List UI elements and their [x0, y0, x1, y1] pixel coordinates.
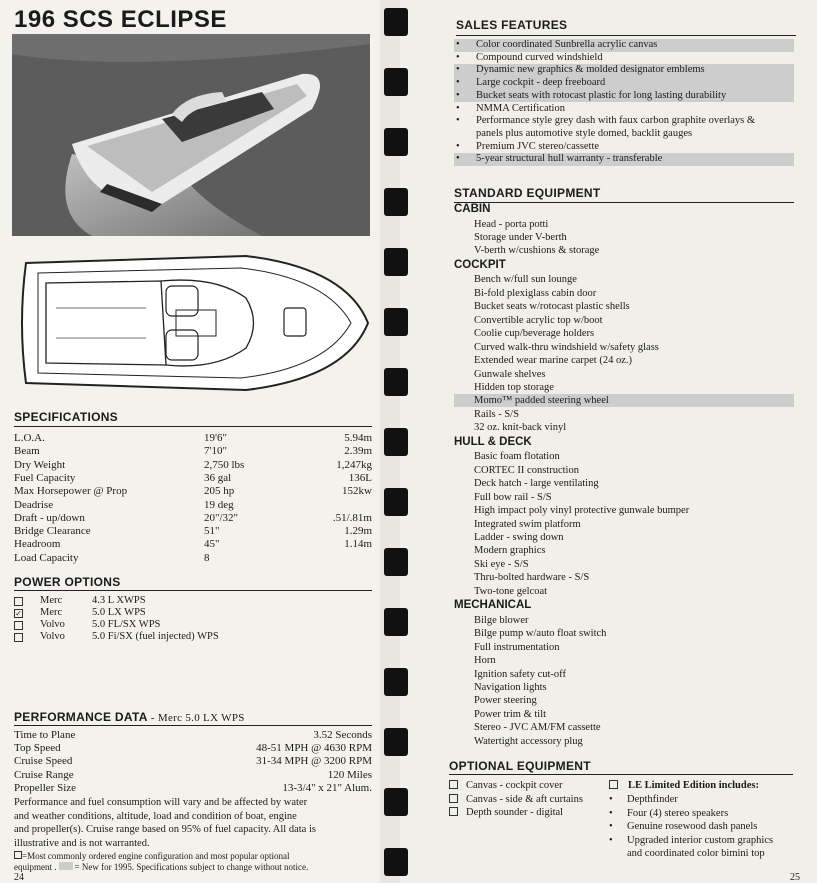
- binding-coil: [384, 188, 408, 216]
- binding-coil: [384, 368, 408, 396]
- sales-feature-item: [454, 141, 794, 154]
- sales-feature-text: Color coordinated Sunbrella acrylic canvas: [476, 39, 658, 50]
- power-option-model: 5.0 Fi/SX (fuel injected) WPS: [92, 631, 219, 642]
- spec-label: Draft - up/down: [14, 511, 85, 524]
- binding-coil: [384, 128, 408, 156]
- performance-value: 120 Miles: [327, 768, 372, 781]
- sales-feature-item: [454, 103, 794, 116]
- binding-coil: [384, 668, 408, 696]
- binding-coil: [384, 428, 408, 456]
- footnote-line-2: [14, 862, 374, 873]
- sales-features-heading: SALES FEATURES: [456, 18, 568, 32]
- equipment-item-cockpit: Hidden top storage: [474, 381, 554, 393]
- binding-coil: [384, 488, 408, 516]
- power-option-make: Merc: [40, 607, 63, 618]
- equipment-item-cabin: Head - porta potti: [474, 218, 549, 230]
- standard-equipment-rule: [454, 202, 794, 203]
- binding-coil: [384, 548, 408, 576]
- spec-label: Dry Weight: [14, 458, 66, 471]
- spec-row: [14, 512, 374, 525]
- equipment-item-cockpit: 32 oz. knit-back vinyl: [474, 422, 567, 434]
- spec-metric: 1.14m: [344, 538, 372, 551]
- empty-box-icon[interactable]: [449, 780, 458, 789]
- equipment-item-cockpit: Rails - S/S: [474, 408, 519, 420]
- equipment-item-cockpit: Curved walk-thru windshield w/safety glass: [474, 341, 659, 353]
- spec-row: [14, 538, 374, 551]
- footnote-text-1: =Most commonly ordered engine configuration and most popular optional: [22, 851, 290, 861]
- performance-value: 13-3/4" x 21" Alum.: [282, 781, 372, 794]
- performance-label: Cruise Range: [14, 768, 74, 781]
- optional-item-text: Canvas - cockpit cover: [466, 780, 563, 791]
- bullet-icon: •: [456, 153, 460, 165]
- spec-row: [14, 472, 374, 485]
- specifications-rule: [14, 426, 372, 427]
- empty-box-icon[interactable]: [14, 621, 23, 630]
- equipment-item-mechanical: Watertight accessory plug: [474, 735, 583, 747]
- optional-item: [449, 806, 609, 819]
- le-item: [609, 847, 765, 860]
- disclaimer-line: and weather conditions, altitude, load and condition of boat, engine: [14, 810, 297, 822]
- performance-row: [14, 742, 374, 755]
- disclaimer-line: Performance and fuel consumption will vary and be affected by water: [14, 797, 308, 808]
- equipment-item-mechanical: Power trim & tilt: [474, 708, 547, 720]
- sales-feature-text: Compound curved windshield: [476, 51, 603, 63]
- bullet-icon: •: [609, 794, 613, 805]
- spec-metric: .51/.81m: [332, 511, 372, 524]
- spec-metric: 2.39m: [344, 445, 372, 458]
- performance-row: [14, 755, 374, 768]
- sales-feature-text: panels plus automotive style domed, backlit gauges: [476, 127, 693, 139]
- spec-label: Headroom: [14, 538, 61, 551]
- spec-imperial: 7'10": [204, 445, 227, 458]
- equipment-item-cockpit: Extended wear marine carpet (24 oz.): [474, 355, 633, 367]
- power-option-row: [14, 595, 374, 607]
- performance-disclaimer: [14, 796, 374, 850]
- le-item: [609, 820, 757, 833]
- equipment-item-cockpit: Bucket seats w/rotocast plastic shells: [474, 301, 630, 313]
- spec-metric: 1.29m: [344, 525, 372, 538]
- performance-heading-suffix: - Merc 5.0 LX WPS: [150, 712, 245, 724]
- sales-feature-item: [454, 115, 794, 128]
- spec-label: Beam: [14, 445, 40, 458]
- sales-feature-item: [454, 77, 794, 90]
- equipment-item-mechanical: Stereo - JVC AM/FM cassette: [474, 722, 601, 734]
- spec-label: Fuel Capacity: [14, 471, 76, 484]
- bullet-icon: •: [456, 102, 460, 114]
- bullet-icon: •: [456, 64, 460, 76]
- empty-box-icon[interactable]: [14, 633, 23, 642]
- checked-box-icon: [14, 851, 22, 859]
- page-title: 196 SCS ECLIPSE: [14, 6, 227, 33]
- performance-row: [14, 729, 374, 742]
- spec-label: Bridge Clearance: [14, 525, 91, 538]
- sales-feature-text: Large cockpit - deep freeboard: [476, 77, 606, 89]
- equipment-item-cockpit: Convertible acrylic top w/boot: [474, 314, 603, 326]
- binding-coil: [384, 308, 408, 336]
- spec-metric: 1,247kg: [336, 458, 372, 471]
- spec-row: [14, 552, 374, 565]
- sales-feature-text: Bucket seats with rotocast plastic for long lasting durability: [476, 89, 727, 101]
- sales-feature-item: [454, 39, 794, 52]
- sales-feature-text: Dynamic new graphics & molded designator emblems: [476, 64, 705, 76]
- equipment-item-hull: Thru-bolted hardware - S/S: [474, 572, 590, 584]
- optional-item: [449, 779, 609, 792]
- le-item-text: and coordinated color bimini top: [627, 848, 765, 859]
- footnote-line-1: [14, 851, 374, 862]
- performance-rule: [14, 725, 372, 726]
- equipment-item-hull: Ladder - swing down: [474, 531, 564, 543]
- binding-coil: [384, 848, 408, 876]
- spec-row: [14, 459, 374, 472]
- binding-coil: [384, 608, 408, 636]
- footnote-text-2a: equipment .: [14, 862, 57, 872]
- boat-top-view-drawing: [16, 248, 371, 398]
- spec-imperial: 2,750 lbs: [204, 458, 245, 471]
- spec-label: Load Capacity: [14, 551, 79, 564]
- page-number-right: 25: [790, 872, 800, 883]
- equipment-item-hull: CORTEC II construction: [474, 464, 579, 476]
- spec-row: [14, 432, 374, 445]
- performance-row: [14, 782, 374, 795]
- category-heading-cabin: CABIN: [454, 203, 491, 215]
- equipment-item-cockpit: Momo™ padded steering wheel: [454, 394, 794, 407]
- disclaimer-line: and propeller(s). Cruise range based on 95% of fuel capacity. All data is: [14, 824, 316, 835]
- equipment-item-hull: Full bow rail - S/S: [474, 491, 552, 503]
- optional-item: [449, 793, 609, 806]
- equipment-item-cockpit: Gunwale shelves: [474, 368, 546, 380]
- empty-box-icon[interactable]: [609, 780, 618, 789]
- equipment-item-hull: Ski eye - S/S: [474, 558, 529, 570]
- bullet-icon: •: [609, 821, 613, 832]
- new-highlight-swatch: [59, 862, 73, 870]
- spec-imperial: 19 deg: [204, 498, 234, 511]
- power-option-make: Volvo: [40, 631, 65, 642]
- spec-imperial: 205 hp: [204, 485, 235, 498]
- power-option-model: 5.0 FL/SX WPS: [92, 619, 161, 630]
- equipment-item-cabin: V-berth w/cushions & storage: [474, 245, 600, 257]
- equipment-item-mechanical: Ignition safety cut-off: [474, 668, 566, 680]
- optional-item-text: Depth sounder - digital: [466, 807, 564, 818]
- equipment-item-mechanical: Power steering: [474, 695, 537, 707]
- equipment-item-hull: Two-tone gelcoat: [474, 585, 548, 597]
- spec-imperial: 45": [204, 538, 220, 551]
- bullet-icon: •: [456, 39, 460, 50]
- sales-feature-text: 5-year structural hull warranty - transferable: [476, 153, 663, 165]
- spec-label: Deadrise: [14, 498, 54, 511]
- power-option-row: [14, 631, 374, 643]
- spec-imperial: 19'6": [204, 432, 227, 444]
- le-item: [609, 793, 678, 806]
- spec-metric: 152kw: [342, 485, 372, 498]
- power-options-heading: POWER OPTIONS: [14, 575, 121, 589]
- binding-coil: [384, 248, 408, 276]
- spec-row: [14, 485, 374, 498]
- performance-value: 3.52 Seconds: [313, 729, 372, 741]
- performance-value: 31-34 MPH @ 3200 RPM: [256, 755, 372, 768]
- le-heading: [609, 779, 759, 792]
- le-item-text: Upgraded interior custom graphics: [627, 834, 774, 846]
- optional-equipment-heading: OPTIONAL EQUIPMENT: [449, 759, 591, 773]
- power-option-make: Volvo: [40, 619, 65, 630]
- performance-row: [14, 769, 374, 782]
- equipment-item-mechanical: Horn: [474, 655, 496, 667]
- binding-coil: [384, 68, 408, 96]
- equipment-item-mechanical: Bilge blower: [474, 614, 529, 626]
- empty-box-icon[interactable]: [14, 597, 23, 606]
- sales-feature-item: [454, 64, 794, 77]
- standard-equipment-heading: STANDARD EQUIPMENT: [454, 186, 601, 200]
- le-item-text: Depthfinder: [627, 794, 678, 805]
- spec-row: [14, 499, 374, 512]
- bullet-icon: •: [456, 89, 460, 101]
- specifications-heading: SPECIFICATIONS: [14, 410, 118, 424]
- equipment-item-hull: Integrated swim platform: [474, 518, 581, 530]
- sales-feature-item: [454, 52, 794, 65]
- spec-imperial: 20"/32": [204, 511, 239, 524]
- spec-imperial: 8: [204, 551, 210, 564]
- equipment-item-mechanical: Bilge pump w/auto float switch: [474, 628, 607, 640]
- bullet-icon: •: [609, 834, 613, 846]
- spec-imperial: 51": [204, 525, 220, 538]
- spec-label: Max Horsepower @ Prop: [14, 485, 128, 498]
- le-item-text: Genuine rosewood dash panels: [627, 821, 758, 832]
- sales-feature-item: [454, 90, 794, 103]
- equipment-item-cockpit: Bench w/full sun lounge: [474, 274, 577, 286]
- le-item-text: Four (4) stereo speakers: [627, 807, 729, 819]
- empty-box-icon[interactable]: [449, 807, 458, 816]
- power-option-make: Merc: [40, 595, 63, 606]
- category-heading-cockpit: COCKPIT: [454, 258, 506, 271]
- le-item: [609, 807, 728, 820]
- sales-feature-text: NMMA Certification: [476, 102, 565, 114]
- equipment-item-cockpit: Coolie cup/beverage holders: [474, 328, 595, 340]
- performance-label: Time to Plane: [14, 729, 76, 741]
- performance-heading-title: PERFORMANCE DATA: [14, 710, 148, 724]
- empty-box-icon[interactable]: [449, 794, 458, 803]
- checked-box-icon[interactable]: ✓: [15, 609, 22, 618]
- boat-photo: [12, 34, 370, 236]
- bullet-icon: •: [456, 51, 460, 63]
- performance-label: Propeller Size: [14, 781, 77, 794]
- equipment-item-mechanical: Navigation lights: [474, 681, 547, 693]
- binding-coil: [384, 728, 408, 756]
- le-heading-text: LE Limited Edition includes:: [628, 780, 759, 791]
- spec-label: L.O.A.: [14, 432, 45, 444]
- performance-label: Top Speed: [14, 742, 61, 755]
- sales-features-rule: [456, 35, 796, 36]
- optional-equipment-rule: [449, 774, 793, 775]
- page-number-left: 24: [14, 872, 24, 883]
- footnote: [14, 851, 374, 873]
- bullet-icon: •: [456, 115, 460, 127]
- equipment-item-mechanical: Full instrumentation: [474, 641, 560, 653]
- equipment-item-cockpit: Bi-fold plexiglass cabin door: [474, 287, 597, 299]
- bullet-icon: •: [609, 807, 613, 819]
- power-option-row: [14, 607, 374, 619]
- spec-row: [14, 445, 374, 458]
- bullet-icon: •: [456, 140, 460, 152]
- sales-feature-item: [454, 153, 794, 166]
- power-option-model: 4.3 L XWPS: [92, 595, 146, 606]
- spec-imperial: 36 gal: [204, 471, 232, 484]
- performance-label: Cruise Speed: [14, 755, 73, 768]
- sales-feature-text: Premium JVC stereo/cassette: [476, 140, 600, 152]
- power-option-model: 5.0 LX WPS: [92, 607, 146, 618]
- disclaimer-line: illustrative and is not warranted.: [14, 837, 150, 849]
- spec-metric: 5.94m: [344, 432, 372, 444]
- footnote-text-2b: = New for 1995. Specifications subject to change without notice.: [74, 862, 309, 872]
- equipment-item-hull: Modern graphics: [474, 545, 546, 557]
- spec-row: [14, 525, 374, 538]
- binding-coil: [384, 8, 408, 36]
- equipment-item-hull: Deck hatch - large ventilating: [474, 478, 599, 490]
- category-heading-mechanical: MECHANICAL: [454, 599, 532, 612]
- sales-feature-item: [454, 128, 794, 141]
- performance-heading: [14, 710, 245, 724]
- equipment-item-hull: High impact poly vinyl protective gunwale bumper: [474, 505, 690, 517]
- sales-feature-text: Performance style grey dash with faux carbon graphite overlays &: [476, 115, 756, 127]
- le-item: [609, 834, 773, 847]
- equipment-item-hull: Basic foam flotation: [474, 451, 560, 463]
- performance-value: 48-51 MPH @ 4630 RPM: [256, 742, 372, 755]
- optional-item-text: Canvas - side & aft curtains: [466, 793, 583, 805]
- binding-coil: [384, 788, 408, 816]
- bullet-icon: •: [456, 77, 460, 89]
- category-heading-hull: HULL & DECK: [454, 435, 532, 448]
- power-options-rule: [14, 590, 372, 591]
- spec-metric: 136L: [348, 471, 372, 484]
- equipment-item-cabin: Storage under V-berth: [474, 231, 567, 243]
- power-option-row: [14, 619, 374, 631]
